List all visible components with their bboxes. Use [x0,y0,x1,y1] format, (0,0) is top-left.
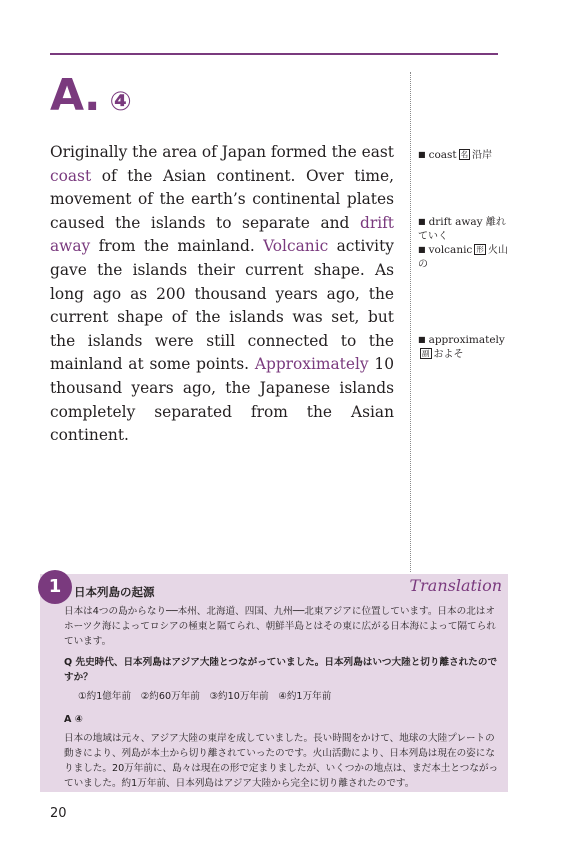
translation-title: 日本列島の起源 [74,585,155,599]
passage-text: Originally the area of Japan formed the east [50,143,394,161]
gloss-term: volcanic [428,244,473,256]
translation-options: ①約1億年前 ②約60万年前 ③約10万年前 ④約1万年前 [78,691,332,702]
translation-intro: 日本は4つの島からなり──本州、北海道、四国、九州──北東アジアに位置しています。日本の北はオホーツク海によってロシアの極東と隔てられ、朝鮮半島とはその東に広がる日本海によって隔てられています。 [64,606,496,647]
translation-box [40,574,508,792]
page-number: 20 [50,806,67,821]
bullet-icon: ■ [418,245,426,254]
translation-answer: A ④ [64,714,83,725]
top-rule [50,53,498,55]
passage [50,141,394,448]
answer-heading [50,70,132,121]
part-of-speech-badge: 形 [476,245,484,254]
translation-body [64,604,502,791]
chapter-number-badge: 1 [38,570,72,604]
vocab-coast: coast [50,166,92,185]
part-of-speech-badge: 名 [460,150,469,159]
vocab-approximately: Approximately [254,355,369,374]
gloss-drift-away [418,215,510,243]
passage-text: from the mainland. [90,237,264,256]
translation-label: Translation [409,576,502,595]
passage-text: activity gave the islands their current shape. As long ago as 200 thousand years ago, the current shape of the islands was set, but the islands were still connected to the mainland at some points. [50,237,394,374]
vocab-volcanic: Volcanic [263,237,329,256]
translation-question: Q 先史時代、日本列島はアジア大陸とつながっていました。日本列島はいつ大陸と切り離されたのですか？ [64,657,498,683]
bullet-icon: ■ [418,150,426,159]
gloss-term: drift away [428,216,483,228]
bullet-icon: ■ [418,217,426,226]
gloss-meaning: 火山の [418,245,508,270]
translation-explanation: 日本の地域は元々、アジア大陸の東岸を成していました。長い時間をかけて、地球の大陸プレートの動きにより、列島が本土から切り離されていったのです。火山活動により、日本列島は現在の姿になりました。20万年前に、島々は現在の形で定まりましたが、いくつかの地点は、まだ本土とつながっていました。約1万年前、日本列島はアジア大陸から完全に切り離されたのです。 [64,733,499,789]
gloss-term: approximately [428,334,505,346]
gloss-coast [418,148,510,163]
gloss-volcanic [418,243,510,271]
gloss-meaning: 離れていく [418,217,506,242]
gloss-approximately [418,333,510,361]
answer-letter: A. [50,70,100,121]
gloss-meaning: 沿岸 [472,150,493,161]
part-of-speech-badge: 副 [422,348,430,358]
passage-text: of the Asian continent. Over time, movement of the earth’s continental plates caused the islands to separate and [50,166,394,232]
margin-divider [410,72,411,572]
bullet-icon: ■ [418,335,426,344]
gloss-term: coast [428,149,457,161]
answer-choice: ④ [109,87,132,117]
gloss-meaning: およそ [433,348,464,360]
vocab-drift-away: drift away [50,213,394,256]
passage-text: 10 thousand years ago, the Japanese islands completely separated from the Asian continent. [50,355,394,445]
